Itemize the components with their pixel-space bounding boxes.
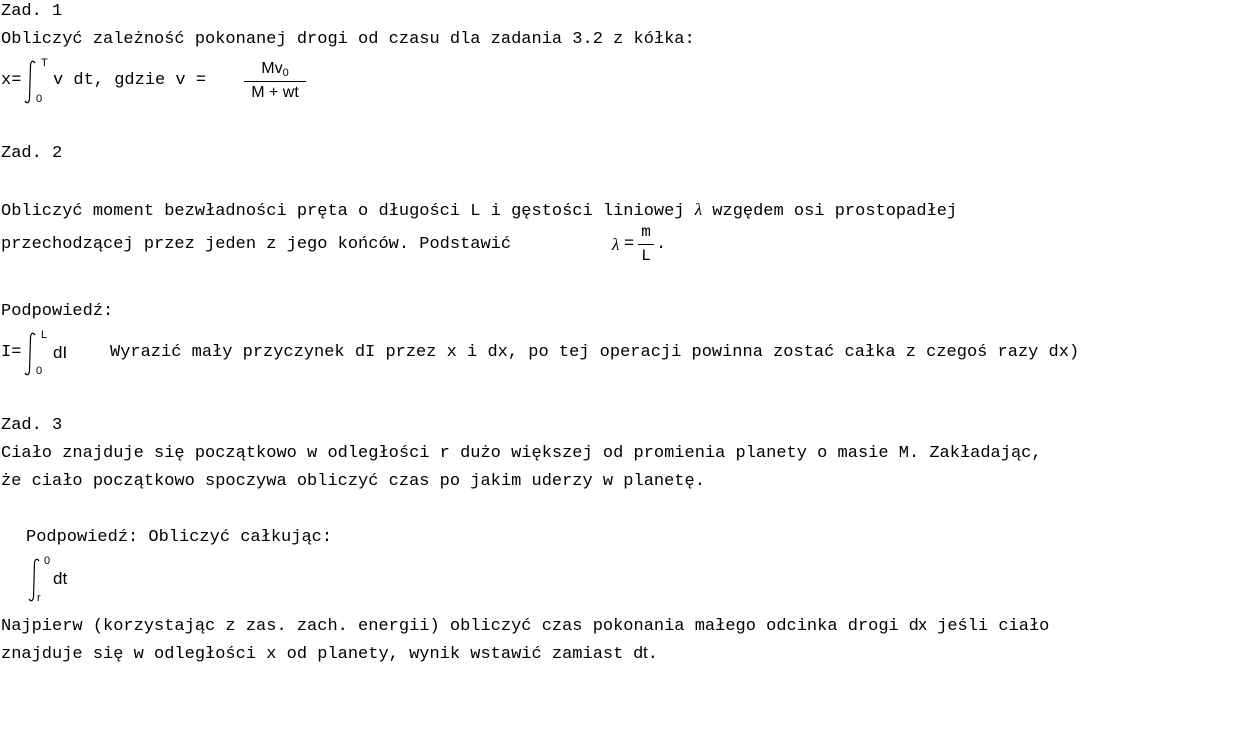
zad2-text-line1: Obliczyć moment bezwładności pręta o długości L i gęstości liniowej λ wzgędem osi prostopadłej: [1, 200, 958, 221]
zad2-fraction-denominator: L: [641, 247, 651, 265]
dx-symbol: dx: [908, 615, 927, 634]
zad3-text-line3: Najpierw (korzystając z zas. zach. energii) obliczyć czas pokonania małego odcinka drogi dx jeśli ciało: [1, 615, 1050, 636]
dt-symbol: dt: [633, 643, 648, 662]
zad2-integrand: dI: [53, 343, 68, 362]
zad1-fraction-numerator: $Mv_0$: [261, 60, 289, 79]
zad3-hint-label: Podpowiedź: Obliczyć całkując:: [26, 528, 333, 547]
integral-sign-icon: [24, 332, 36, 376]
zad3-text-line4: znajduje się w odległości x od planety, wynik wstawić zamiast dt.: [1, 643, 658, 664]
zad2-fraction-bar: [638, 244, 654, 245]
zad2-formula-lhs: I=: [1, 343, 22, 362]
lambda-symbol: λ: [612, 235, 620, 254]
zad1-fraction-denominator: M + wt: [251, 84, 299, 101]
zad1-heading: Zad. 1: [1, 2, 63, 21]
zad1-upper-limit: T: [41, 57, 48, 69]
zad1-text: Obliczyć zależność pokonanej drogi od czasu dla zadania 3.2 z kółka:: [1, 30, 695, 49]
zad2-fraction-numerator: m: [641, 223, 651, 241]
lambda-symbol: λ: [694, 200, 703, 219]
zad1-integrand: v dt, gdzie v =: [53, 71, 217, 90]
zad1-fraction-bar: [244, 81, 306, 82]
zad3-text-line1: Ciało znajduje się początkowo w odległości r dużo większej od promienia planety o masie M. Zakładając,: [1, 444, 1042, 463]
zad2-lower-limit: 0: [36, 365, 43, 377]
zad3-heading: Zad. 3: [1, 416, 63, 435]
zad2-upper-limit: L: [41, 329, 48, 341]
zad2-heading: Zad. 2: [1, 144, 63, 163]
zad3-upper-limit: 0: [44, 555, 51, 567]
zad1-lower-limit: 0: [36, 93, 43, 105]
zad3-lower-limit: r: [37, 592, 41, 604]
integral-sign-icon: [24, 60, 36, 104]
zad2-hint-label: Podpowiedź:: [1, 302, 114, 321]
zad3-text-line2: że ciało początkowo spoczywa obliczyć czas po jakim uderzy w planetę.: [1, 472, 705, 491]
zad2-hint-text: Wyrazić mały przyczynek dI przez x i dx, po tej operacji powinna zostać całka z czegoś razy dx): [110, 343, 1080, 362]
zad3-integrand: dt: [53, 569, 68, 588]
zad1-formula-lhs: x=: [1, 71, 22, 90]
